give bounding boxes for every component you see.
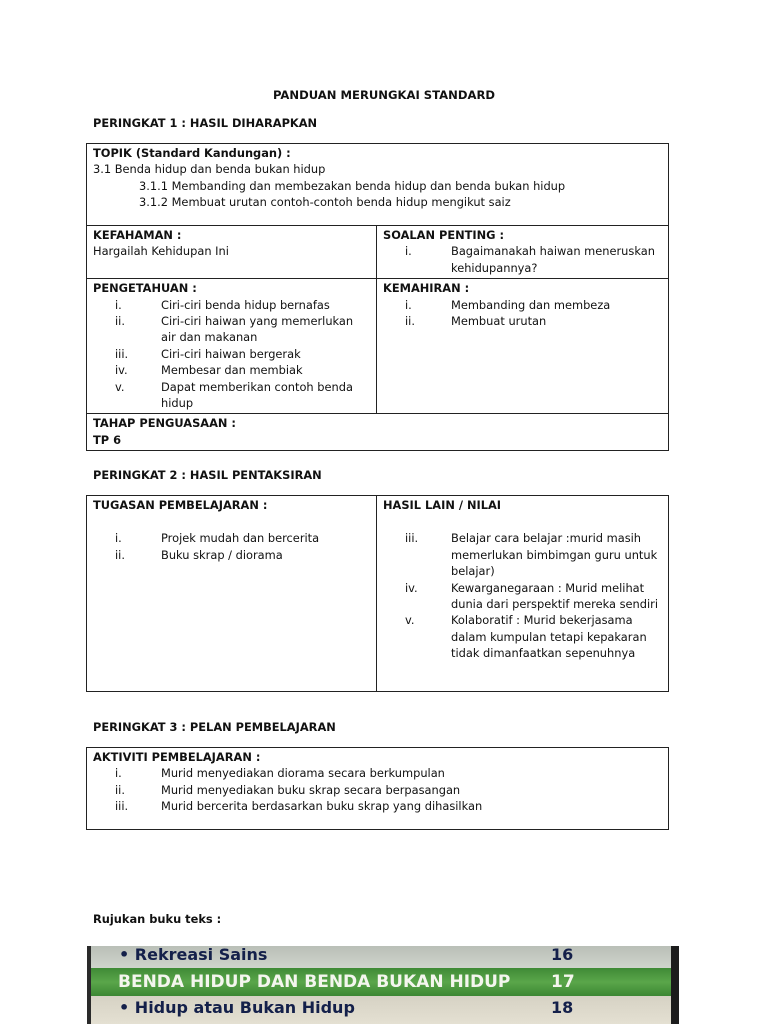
- understanding-text: Hargailah Kehidupan Ini: [93, 244, 229, 259]
- understanding-cell: [87, 226, 377, 279]
- list-text: Kolaboratif : Murid bekerjasama dalam kumpulan tetapi kepakaran tidak dimanfaatkan sepenuhnya: [451, 613, 647, 661]
- other-outcomes-label: HASIL LAIN / NILAI: [383, 498, 502, 512]
- topic-cell: [87, 144, 669, 226]
- list-number: i.: [115, 766, 122, 781]
- activities-label: AKTIVITI PEMBELAJARAN :: [93, 750, 261, 764]
- list-number: i.: [115, 297, 122, 312]
- list-text: Membesar dan membiak: [161, 363, 303, 378]
- mastery-cell: [87, 414, 669, 451]
- skills-cell: [377, 279, 669, 414]
- questions-cell: [377, 226, 669, 279]
- photo-row-page: 17: [551, 972, 575, 992]
- list-text: Kewarganegaraan : Murid melihat dunia dari perspektif mereka sendiri: [451, 580, 659, 612]
- knowledge-label: PENGETAHUAN :: [93, 281, 197, 296]
- list-number: iv.: [405, 580, 418, 595]
- photo-row: [91, 946, 671, 968]
- level2-heading: PERINGKAT 2 : HASIL PENTAKSIRAN: [93, 468, 322, 482]
- questions-label: SOALAN PENTING :: [383, 228, 505, 242]
- list-text: Murid menyediakan buku skrap secara berpasangan: [161, 782, 461, 797]
- document-title: PANDUAN MERUNGKAI STANDARD: [272, 88, 495, 102]
- list-number: v.: [405, 613, 415, 628]
- list-item: [93, 362, 370, 378]
- other-outcomes-cell: [377, 496, 669, 692]
- photo-row-highlight: [91, 968, 671, 996]
- topic-sub-2: 3.1.2 Membuat urutan contoh-contoh benda hidup mengikut saiz: [139, 195, 511, 210]
- list-number: iii.: [115, 346, 129, 361]
- photo-row-text: • Rekreasi Sains: [119, 946, 268, 964]
- list-item: [93, 379, 370, 412]
- photo-row-text: BENDA HIDUP DAN BENDA BUKAN HIDUP: [118, 972, 511, 992]
- list-text: Dapat memberikan contoh benda hidup: [161, 379, 353, 411]
- topic-label: TOPIK (Standard Kandungan) :: [93, 146, 291, 160]
- photo-row-page: 16: [551, 946, 574, 964]
- list-text: Ciri-ciri haiwan bergerak: [161, 346, 301, 361]
- list-text: Buku skrap / diorama: [161, 547, 283, 562]
- list-number: i.: [405, 244, 412, 259]
- list-item: [93, 547, 370, 563]
- list-item: [93, 782, 662, 798]
- level2-table: [86, 495, 669, 692]
- list-number: i.: [115, 531, 122, 546]
- photo-row-text: • Hidup atau Bukan Hidup: [119, 998, 355, 1017]
- level1-table: [86, 143, 669, 451]
- list-number: iii.: [115, 799, 129, 814]
- tasks-label: TUGASAN PEMBELAJARAN :: [93, 498, 268, 512]
- list-item: [383, 313, 662, 329]
- list-number: iv.: [115, 363, 128, 378]
- list-number: i.: [405, 297, 412, 312]
- list-item: [383, 580, 662, 613]
- photo-edge: [671, 946, 679, 1024]
- list-item: [93, 346, 370, 362]
- list-item: [383, 612, 662, 661]
- tasks-cell: [87, 496, 377, 692]
- list-text: Membuat urutan: [451, 314, 547, 329]
- list-number: ii.: [405, 314, 415, 329]
- list-item: [93, 297, 370, 313]
- list-number: v.: [115, 379, 125, 394]
- level1-heading: PERINGKAT 1 : HASIL DIHARAPKAN: [93, 116, 318, 130]
- topic-main: 3.1 Benda hidup dan benda bukan hidup: [93, 162, 326, 177]
- list-text: Ciri-ciri benda hidup bernafas: [161, 297, 330, 312]
- list-text: Murid bercerita berdasarkan buku skrap yang dihasilkan: [161, 799, 483, 814]
- list-text: Belajar cara belajar :murid masih memerlukan bimbimgan guru untuk belajar): [451, 531, 658, 579]
- level3-table: [86, 747, 669, 830]
- textbook-photo: [87, 946, 679, 1024]
- list-text: Bagaimanakah haiwan meneruskan kehidupannya?: [451, 244, 655, 275]
- list-text: Projek mudah dan bercerita: [161, 531, 320, 546]
- list-item: [93, 765, 662, 781]
- list-item: [383, 297, 662, 313]
- knowledge-cell: [87, 279, 377, 414]
- list-item: [383, 243, 662, 276]
- list-number: ii.: [115, 782, 125, 797]
- list-number: ii.: [115, 547, 125, 562]
- reference-label: Rujukan buku teks :: [93, 912, 222, 926]
- skills-label: KEMAHIRAN :: [383, 281, 470, 296]
- list-text: Membanding dan membeza: [451, 297, 611, 312]
- list-item: [93, 798, 662, 814]
- activities-cell: [87, 748, 669, 830]
- mastery-label: TAHAP PENGUASAAN :: [93, 416, 236, 431]
- mastery-value: TP 6: [93, 432, 122, 447]
- list-item: [93, 530, 370, 546]
- list-text: Ciri-ciri haiwan yang memerlukan air dan makanan: [161, 314, 354, 345]
- understanding-label: KEFAHAMAN :: [93, 228, 182, 242]
- list-item: [93, 313, 370, 346]
- photo-row: [91, 996, 671, 1024]
- list-text: Murid menyediakan diorama secara berkumpulan: [161, 766, 445, 781]
- list-item: [383, 530, 662, 579]
- list-number: iii.: [405, 531, 419, 546]
- topic-sub-1: 3.1.1 Membanding dan membezakan benda hidup dan benda bukan hidup: [139, 178, 566, 193]
- list-number: ii.: [115, 314, 125, 329]
- photo-row-page: 18: [551, 998, 574, 1017]
- level3-heading: PERINGKAT 3 : PELAN PEMBELAJARAN: [93, 720, 336, 734]
